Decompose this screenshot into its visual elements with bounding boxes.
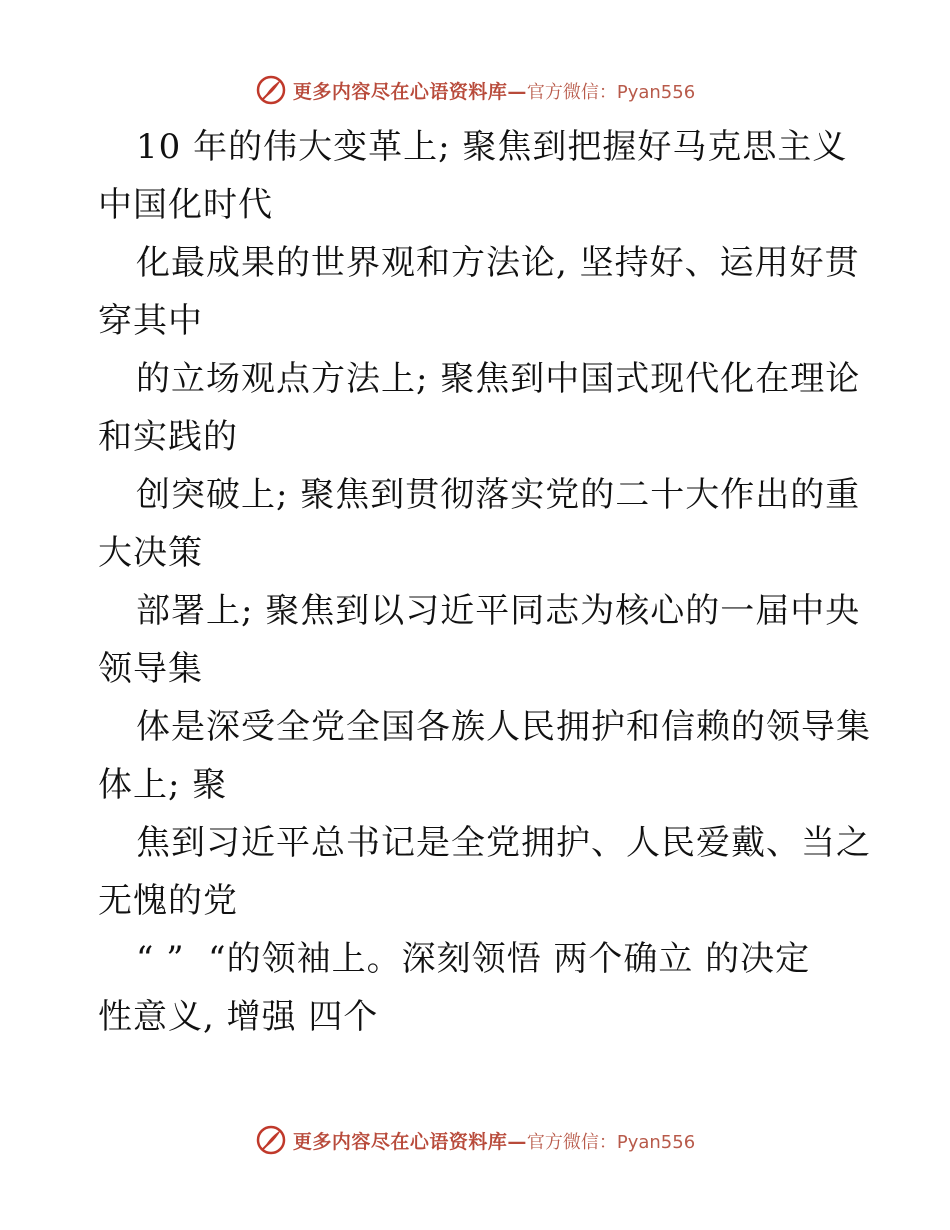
body-line: 焦到习近平总书记是全党拥护、人民爱戴、当之 <box>136 823 871 863</box>
body-line: 无愧的党 <box>98 881 238 921</box>
body-line: 领导集 <box>98 649 203 689</box>
body-line: 化最成果的世界观和方法论, 坚持好、运用好贯 <box>136 243 860 283</box>
body-line: 中国化时代 <box>98 185 273 225</box>
footer-banner-wechat: 官方微信：Pyan556 <box>526 1131 696 1153</box>
body-line: 体是深受全党全国各族人民拥护和信赖的领导集 <box>136 707 871 747</box>
footer-banner-text <box>293 1127 695 1154</box>
header-banner-wechat: 官方微信：Pyan556 <box>526 81 696 103</box>
quill-logo-icon <box>255 74 287 106</box>
footer-watermark-banner <box>0 1120 950 1160</box>
header-banner-text <box>293 77 695 104</box>
header-banner-main: 更多内容尽在心语资料库— <box>292 80 527 103</box>
body-line: 的立场观点方法上; 聚焦到中国式现代化在理论 <box>136 359 861 399</box>
quill-logo-icon <box>255 1124 287 1156</box>
body-line: 10 年的伟大变革上; 聚焦到把握好马克思主义 <box>136 127 848 167</box>
body-line: “ ” “的领袖上。深刻领悟 两个确立 的决定 <box>136 939 811 979</box>
header-watermark-banner <box>0 70 950 110</box>
body-line: 性意义, 增强 四个 <box>98 997 379 1037</box>
body-line: 穿其中 <box>98 301 203 341</box>
body-line: 创突破上; 聚焦到贯彻落实党的二十大作出的重 <box>136 475 861 515</box>
body-line: 大决策 <box>98 533 203 573</box>
body-line: 和实践的 <box>98 417 238 457</box>
body-line: 部署上; 聚焦到以习近平同志为核心的一届中央 <box>136 591 861 631</box>
body-line: 体上; 聚 <box>98 765 228 805</box>
footer-banner-main: 更多内容尽在心语资料库— <box>292 1130 527 1153</box>
document-body <box>98 118 871 1046</box>
